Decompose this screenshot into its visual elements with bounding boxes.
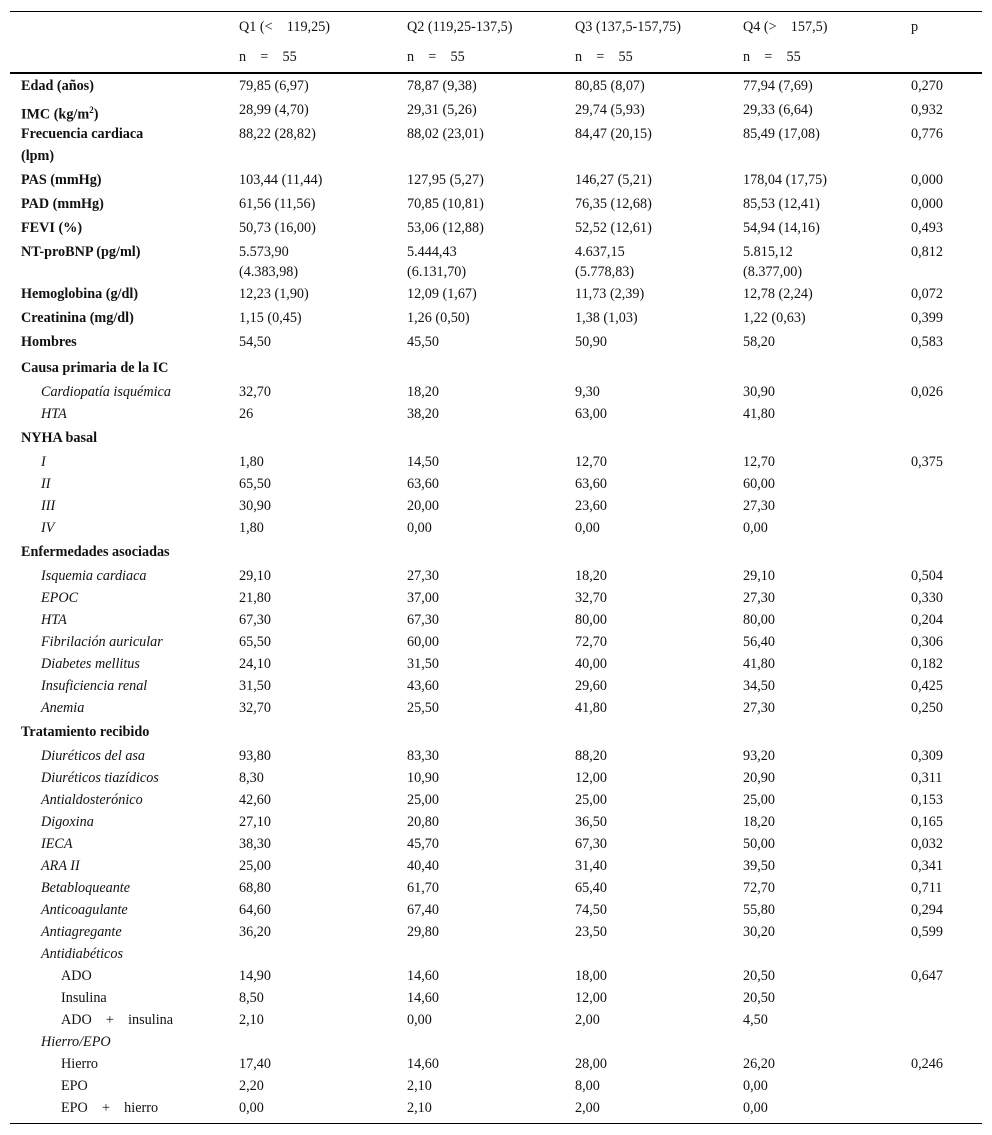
cell-q1: 32,70	[239, 384, 271, 400]
row-label: Isquemia cardiaca	[41, 568, 147, 584]
cell-q4: 12,78 (2,24)	[743, 286, 813, 302]
row-label: I	[41, 454, 46, 470]
cell-q3: 12,00	[575, 990, 607, 1006]
row-label: Insulina	[61, 990, 107, 1006]
cell-q4: 80,00	[743, 612, 775, 628]
cell-q4: 27,30	[743, 700, 775, 716]
cell-q4: 41,80	[743, 406, 775, 422]
cell-q1: 42,60	[239, 792, 271, 808]
row-label: HTA	[41, 406, 67, 422]
cell-q3: 9,30	[575, 384, 600, 400]
cell-p: 0,000	[911, 172, 943, 188]
cell-q2: 45,70	[407, 836, 439, 852]
cell-q2: 5.444,43 (6.131,70)	[407, 244, 467, 280]
cell-q1: 1,80	[239, 454, 264, 470]
cell-p: 0,165	[911, 814, 943, 830]
cell-q4: 0,00	[743, 520, 768, 536]
cell-q1: 65,50	[239, 476, 271, 492]
cell-q4: 27,30	[743, 498, 775, 514]
cell-q3: 25,00	[575, 792, 607, 808]
cell-q1: 93,80	[239, 748, 271, 764]
row-label: IV	[41, 520, 55, 536]
cell-q1: 8,50	[239, 990, 264, 1006]
cell-q2: 20,80	[407, 814, 439, 830]
cell-q2: 83,30	[407, 748, 439, 764]
cell-p: 0,330	[911, 590, 943, 606]
row-label: ARA II	[41, 858, 80, 874]
header-q1: Q1 (< 119,25)	[239, 19, 331, 35]
cell-q4: 30,20	[743, 924, 775, 940]
cell-q2: 37,00	[407, 590, 439, 606]
cell-q2: 45,50	[407, 334, 439, 350]
row-label: Insuficiencia renal	[41, 678, 148, 694]
cell-q3: 29,74 (5,93)	[575, 102, 645, 118]
table-bottom-rule	[10, 1123, 982, 1124]
cell-q2: 88,02 (23,01)	[407, 126, 484, 142]
cell-q3: 12,70	[575, 454, 607, 470]
cell-q3: 2,00	[575, 1012, 600, 1028]
cell-q3: 28,00	[575, 1056, 607, 1072]
cell-q3: 84,47 (20,15)	[575, 126, 652, 142]
cell-p: 0,204	[911, 612, 943, 628]
cell-p: 0,153	[911, 792, 943, 808]
cell-p: 0,270	[911, 78, 943, 94]
cell-q2: 61,70	[407, 880, 439, 896]
cell-q1: 61,56 (11,56)	[239, 196, 316, 212]
cell-q1: 28,99 (4,70)	[239, 102, 309, 118]
row-label: Antidiabéticos	[41, 946, 123, 962]
cell-q1: 88,22 (28,82)	[239, 126, 316, 142]
cell-q3: 63,60	[575, 476, 607, 492]
cell-q3: 63,00	[575, 406, 607, 422]
cell-p: 0,583	[911, 334, 943, 350]
cell-q1: 79,85 (6,97)	[239, 78, 309, 94]
cell-q3: 74,50	[575, 902, 607, 918]
row-label: Tratamiento recibido	[21, 724, 150, 740]
row-label: NT-proBNP (pg/ml)	[21, 244, 141, 260]
cell-p: 0,776	[911, 126, 943, 142]
row-label: Fibrilación auricular	[41, 634, 163, 650]
cell-q3: 2,00	[575, 1100, 600, 1116]
cell-q1: 65,50	[239, 634, 271, 650]
cell-q3: 4.637,15 (5.778,83)	[575, 244, 635, 280]
cell-q4: 0,00	[743, 1078, 768, 1094]
header-n-q4: n = 55	[743, 49, 801, 65]
cell-q2: 20,00	[407, 498, 439, 514]
cell-q2: 1,26 (0,50)	[407, 310, 470, 326]
row-label: Enfermedades asociadas	[21, 544, 170, 560]
cell-q1: 5.573,90 (4.383,98)	[239, 244, 299, 280]
header-q4: Q4 (> 157,5)	[743, 19, 828, 35]
cell-q1: 1,80	[239, 520, 264, 536]
cell-q4: 178,04 (17,75)	[743, 172, 827, 188]
cell-q1: 2,10	[239, 1012, 264, 1028]
header-n-q2: n = 55	[407, 49, 465, 65]
cell-q2: 60,00	[407, 634, 439, 650]
row-label: Edad (años)	[21, 78, 94, 94]
cell-q2: 12,09 (1,67)	[407, 286, 477, 302]
cell-q1: 24,10	[239, 656, 271, 672]
row-label: Anemia	[41, 700, 85, 716]
row-label: ADO	[61, 968, 92, 984]
cell-q3: 0,00	[575, 520, 600, 536]
row-label: Frecuencia cardiaca (lpm)	[21, 126, 144, 164]
cell-q1: 25,00	[239, 858, 271, 874]
row-label: NYHA basal	[21, 430, 98, 446]
cell-q4: 1,22 (0,63)	[743, 310, 806, 326]
cell-q3: 76,35 (12,68)	[575, 196, 652, 212]
cell-q1: 29,10	[239, 568, 271, 584]
cell-q2: 40,40	[407, 858, 439, 874]
cell-q3: 18,20	[575, 568, 607, 584]
row-label: ADO + insulina	[61, 1012, 174, 1028]
cell-q1: 54,50	[239, 334, 271, 350]
row-label: Diabetes mellitus	[41, 656, 140, 672]
cell-q3: 8,00	[575, 1078, 600, 1094]
cell-p: 0,341	[911, 858, 943, 874]
row-label: Hemoglobina (g/dl)	[21, 286, 139, 302]
header-n-q3: n = 55	[575, 49, 633, 65]
row-label: FEVI (%)	[21, 220, 83, 236]
cell-q1: 8,30	[239, 770, 264, 786]
cell-q2: 14,60	[407, 968, 439, 984]
row-label: PAS (mmHg)	[21, 172, 102, 188]
cell-q3: 31,40	[575, 858, 607, 874]
cell-q4: 30,90	[743, 384, 775, 400]
cell-q2: 25,50	[407, 700, 439, 716]
table-header-rule	[10, 72, 982, 74]
row-label: Digoxina	[41, 814, 94, 830]
cell-q4: 50,00	[743, 836, 775, 852]
row-label: Diuréticos tiazídicos	[41, 770, 159, 786]
table-top-rule	[10, 11, 982, 12]
cell-q1: 38,30	[239, 836, 271, 852]
cell-q2: 14,60	[407, 1056, 439, 1072]
cell-q1: 26	[239, 406, 254, 422]
cell-q3: 65,40	[575, 880, 607, 896]
cell-p: 0,399	[911, 310, 943, 326]
cell-p: 0,250	[911, 700, 943, 716]
cell-p: 0,294	[911, 902, 943, 918]
cell-q4: 54,94 (14,16)	[743, 220, 820, 236]
cell-q1: 64,60	[239, 902, 271, 918]
cell-q3: 11,73 (2,39)	[575, 286, 645, 302]
header-n-q1: n = 55	[239, 49, 297, 65]
cell-q3: 23,50	[575, 924, 607, 940]
cell-q2: 70,85 (10,81)	[407, 196, 484, 212]
cell-q1: 32,70	[239, 700, 271, 716]
cell-q1: 30,90	[239, 498, 271, 514]
row-label: II	[41, 476, 51, 492]
cell-q3: 72,70	[575, 634, 607, 650]
row-label: Betabloqueante	[41, 880, 131, 896]
row-label: Hierro	[61, 1056, 99, 1072]
cell-p: 0,032	[911, 836, 943, 852]
cell-p: 0,647	[911, 968, 943, 984]
cell-q3: 52,52 (12,61)	[575, 220, 652, 236]
cell-q2: 27,30	[407, 568, 439, 584]
cell-q4: 20,50	[743, 990, 775, 1006]
cell-q4: 18,20	[743, 814, 775, 830]
cell-q4: 34,50	[743, 678, 775, 694]
cell-q4: 39,50	[743, 858, 775, 874]
cell-q3: 41,80	[575, 700, 607, 716]
cell-q2: 29,31 (5,26)	[407, 102, 477, 118]
cell-q4: 20,90	[743, 770, 775, 786]
cell-q3: 1,38 (1,03)	[575, 310, 638, 326]
cell-p: 0,306	[911, 634, 943, 650]
header-q2: Q2 (119,25-137,5)	[407, 19, 513, 35]
cell-q4: 85,49 (17,08)	[743, 126, 820, 142]
row-label: III	[41, 498, 56, 514]
cell-q1: 14,90	[239, 968, 271, 984]
cell-q3: 88,20	[575, 748, 607, 764]
cell-q4: 93,20	[743, 748, 775, 764]
cell-q2: 2,10	[407, 1100, 432, 1116]
cell-q3: 50,90	[575, 334, 607, 350]
cell-q3: 18,00	[575, 968, 607, 984]
cell-q4: 85,53 (12,41)	[743, 196, 820, 212]
row-label: PAD (mmHg)	[21, 196, 104, 212]
cell-p: 0,375	[911, 454, 943, 470]
cell-q2: 14,50	[407, 454, 439, 470]
row-label: Anticoagulante	[41, 902, 128, 918]
cell-q2: 78,87 (9,38)	[407, 78, 477, 94]
cell-q2: 127,95 (5,27)	[407, 172, 484, 188]
cell-p: 0,599	[911, 924, 943, 940]
cell-q4: 4,50	[743, 1012, 768, 1028]
row-label: Antialdosterónico	[41, 792, 143, 808]
cell-q1: 68,80	[239, 880, 271, 896]
cell-q4: 55,80	[743, 902, 775, 918]
row-label: EPO + hierro	[61, 1100, 159, 1116]
row-label: EPO	[61, 1078, 88, 1094]
cell-p: 0,182	[911, 656, 943, 672]
header-p: p	[911, 19, 919, 35]
cell-q4: 25,00	[743, 792, 775, 808]
cell-q4: 58,20	[743, 334, 775, 350]
cell-q3: 80,00	[575, 612, 607, 628]
row-label: IMC $(kg/m^2)$	[21, 105, 99, 123]
cell-p: 0,425	[911, 678, 943, 694]
row-label: EPOC	[41, 590, 79, 606]
cell-q1: 50,73 (16,00)	[239, 220, 316, 236]
cell-q3: 67,30	[575, 836, 607, 852]
row-label: Antiagregante	[41, 924, 122, 940]
cell-q3: 12,00	[575, 770, 607, 786]
cell-q2: 29,80	[407, 924, 439, 940]
cell-q4: 12,70	[743, 454, 775, 470]
cell-q2: 0,00	[407, 520, 432, 536]
cell-q2: 14,60	[407, 990, 439, 1006]
cell-q1: 103,44 (11,44)	[239, 172, 323, 188]
cell-q3: 80,85 (8,07)	[575, 78, 645, 94]
cell-q1: 31,50	[239, 678, 271, 694]
cell-p: 0,711	[911, 880, 943, 896]
cell-q4: 27,30	[743, 590, 775, 606]
cell-q1: 2,20	[239, 1078, 264, 1094]
cell-q2: 38,20	[407, 406, 439, 422]
cell-q2: 25,00	[407, 792, 439, 808]
cell-p: 0,932	[911, 102, 943, 118]
cell-q1: 0,00	[239, 1100, 264, 1116]
cell-q1: 12,23 (1,90)	[239, 286, 309, 302]
table	[10, 0, 982, 1135]
cell-q1: 1,15 (0,45)	[239, 310, 302, 326]
cell-q2: 2,10	[407, 1078, 432, 1094]
cell-q4: 26,20	[743, 1056, 775, 1072]
row-label: Hierro/EPO	[41, 1034, 111, 1050]
cell-p: 0,026	[911, 384, 943, 400]
cell-q1: 17,40	[239, 1056, 271, 1072]
cell-q1: 67,30	[239, 612, 271, 628]
header-q3: Q3 (137,5-157,75)	[575, 19, 681, 35]
cell-q4: 0,00	[743, 1100, 768, 1116]
row-label: Creatinina (mg/dl)	[21, 310, 134, 326]
cell-q4: 5.815,12 (8.377,00)	[743, 244, 803, 280]
cell-q2: 0,00	[407, 1012, 432, 1028]
cell-q2: 67,40	[407, 902, 439, 918]
row-label: Hombres	[21, 334, 77, 350]
cell-q1: 21,80	[239, 590, 271, 606]
cell-q4: 77,94 (7,69)	[743, 78, 813, 94]
cell-p: 0,072	[911, 286, 943, 302]
cell-q3: 23,60	[575, 498, 607, 514]
cell-q1: 27,10	[239, 814, 271, 830]
cell-q4: 41,80	[743, 656, 775, 672]
cell-q2: 31,50	[407, 656, 439, 672]
row-label: Cardiopatía isquémica	[41, 384, 171, 400]
cell-q3: 29,60	[575, 678, 607, 694]
cell-q2: 18,20	[407, 384, 439, 400]
cell-q4: 29,10	[743, 568, 775, 584]
cell-q2: 10,90	[407, 770, 439, 786]
cell-q4: 20,50	[743, 968, 775, 984]
cell-q3: 146,27 (5,21)	[575, 172, 652, 188]
cell-q4: 56,40	[743, 634, 775, 650]
cell-p: 0,246	[911, 1056, 943, 1072]
row-label: Causa primaria de la IC	[21, 360, 169, 376]
cell-p: 0,309	[911, 748, 943, 764]
row-label: IECA	[41, 836, 73, 852]
cell-q2: 67,30	[407, 612, 439, 628]
cell-p: 0,311	[911, 770, 943, 786]
cell-q2: 43,60	[407, 678, 439, 694]
cell-q2: 53,06 (12,88)	[407, 220, 484, 236]
cell-q2: 63,60	[407, 476, 439, 492]
cell-q4: 60,00	[743, 476, 775, 492]
cell-q4: 29,33 (6,64)	[743, 102, 813, 118]
cell-q4: 72,70	[743, 880, 775, 896]
cell-p: 0,000	[911, 196, 943, 212]
cell-q3: 36,50	[575, 814, 607, 830]
cell-p: 0,812	[911, 244, 943, 260]
cell-p: 0,493	[911, 220, 943, 236]
row-label: Diuréticos del asa	[41, 748, 146, 764]
cell-q1: 36,20	[239, 924, 271, 940]
cell-q3: 32,70	[575, 590, 607, 606]
cell-p: 0,504	[911, 568, 943, 584]
row-label: HTA	[41, 612, 67, 628]
cell-q3: 40,00	[575, 656, 607, 672]
